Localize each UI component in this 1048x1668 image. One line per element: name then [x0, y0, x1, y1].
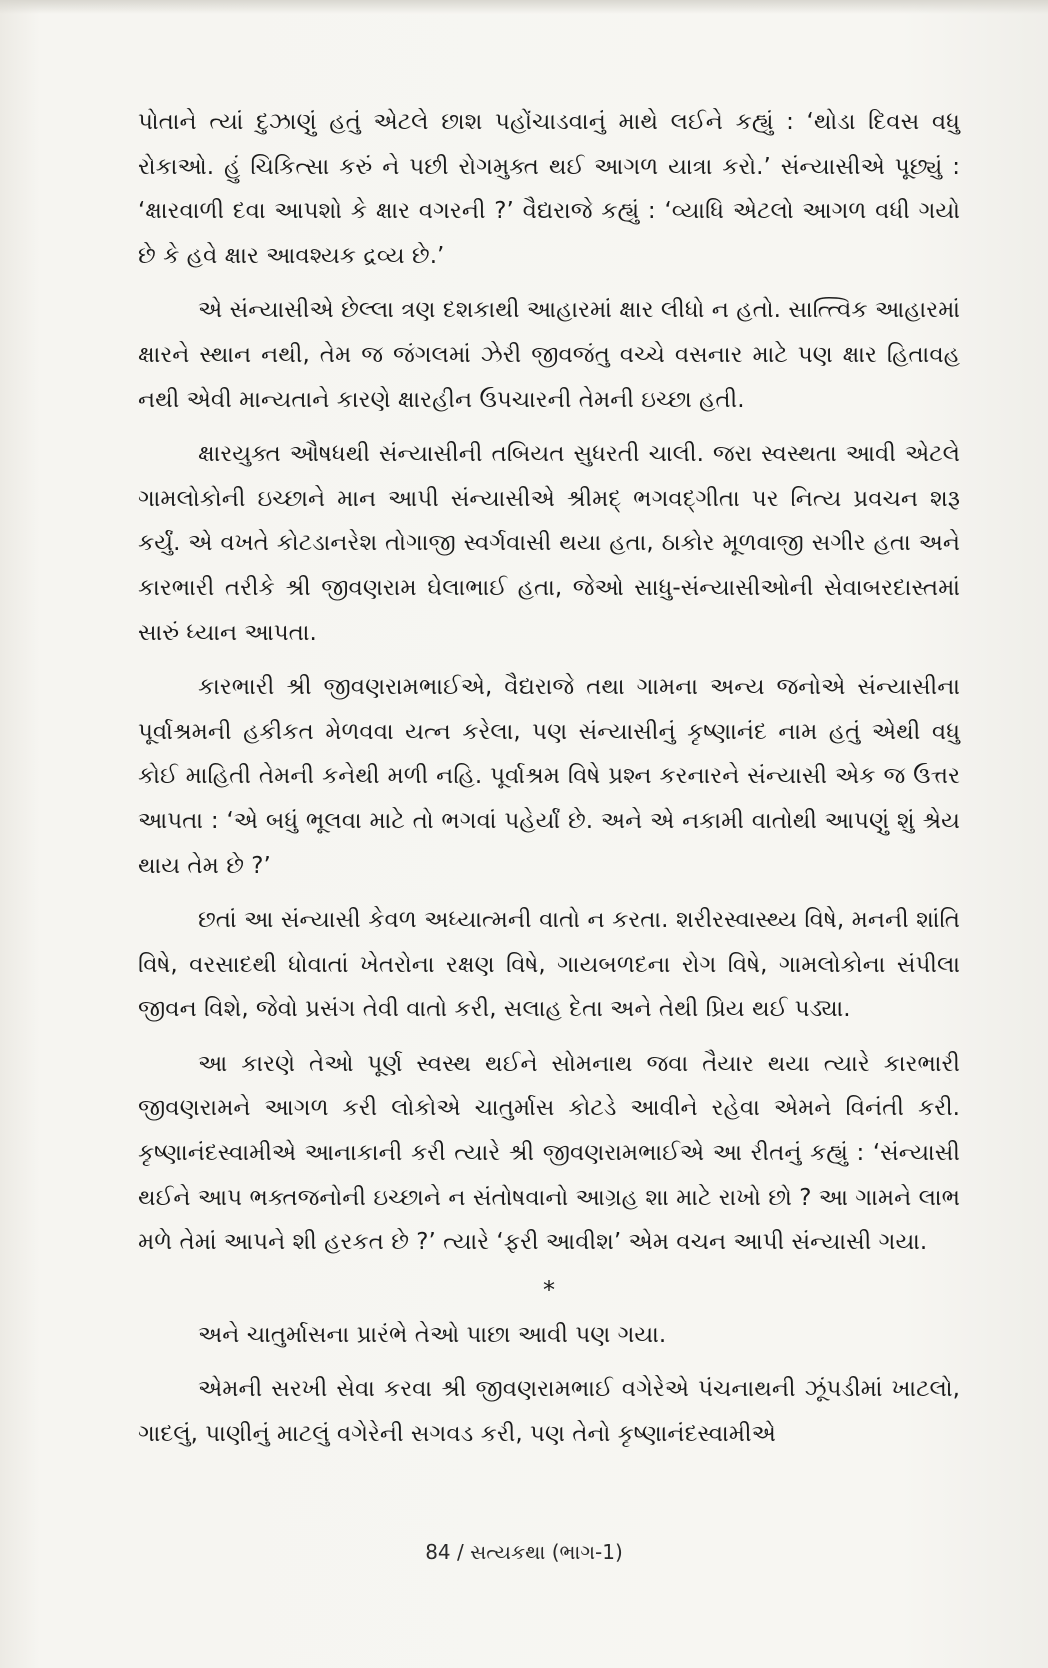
paragraph: છતાં આ સંન્યાસી કેવળ અધ્યાત્મની વાતો ન કરતા. શરીરસ્વાસ્થ્ય વિષે, મનની શાંતિ વિષે, વરસાદથી ધોવાતાં ખેતરોના રક્ષણ વિષે, ગાયબળદના રોગ વિષે, ગામલોકોના સંપીલા જીવન વિશે, જેવો પ્રસંગ તેવી વાતો કરી, સલાહ દેતા અને તેથી પ્રિય થઈ પડ્યા.	[138, 907, 960, 1023]
paragraph: ક્ષારયુક્ત ઔષધથી સંન્યાસીની તબિયત સુધરતી ચાલી. જરા સ્વસ્થતા આવી એટલે ગામલોકોની ઇચ્છાને માન આપી સંન્યાસીએ શ્રીમદ્ ભગવદ્ગીતા પર નિત્ય પ્રવચન શરૂ કર્યું. એ વખતે કોટડાનરેશ તોગાજી સ્વર્ગવાસી થયા હતા, ઠાકોર મૂળવાજી સગીર હતા અને કારભારી તરીકે શ્રી જીવણરામ ઘેલાભાઈ હતા, જેઓ સાધુ-સંન્યાસીઓની સેવાબરદાસ્તમાં સારું ધ્યાન આપતા.	[138, 441, 960, 646]
page-footer: 84 / સત્યકથા (ભાગ-1)	[425, 1540, 623, 1564]
page-top-shadow	[0, 0, 1048, 14]
section-separator: *	[543, 1275, 555, 1304]
body-text	[138, 100, 960, 1467]
paragraph: પોતાને ત્યાં દુઝાણું હતું એટલે છાશ પહોંચાડવાનું માથે લઈને કહ્યું : ‘થોડા દિવસ વધુ રોકાઓ. હું ચિકિત્સા કરું ને પછી રોગમુક્ત થઈ આગળ યાત્રા કરો.’ સંન્યાસીએ પૂછ્યું : ‘ક્ષારવાળી દવા આપશો કે ક્ષાર વગરની ?’ વૈદ્યરાજે કહ્યું : ‘વ્યાધિ એટલો આગળ વધી ગયો છે કે હવે ક્ષાર આવશ્યક દ્રવ્ય છે.’	[138, 109, 960, 269]
paragraph: એમની સરખી સેવા કરવા શ્રી જીવણરામભાઈ વગેરેએ પંચનાથની ઝૂંપડીમાં ખાટલો, ગાદલું, પાણીનું માટલું વગેરેની સગવડ કરી, પણ તેનો કૃષ્ણાનંદસ્વામીએ	[138, 1376, 960, 1448]
paragraph: કારભારી શ્રી જીવણરામભાઈએ, વૈદ્યરાજે તથા ગામના અન્ય જનોએ સંન્યાસીના પૂર્વાશ્રમની હકીકત મેળવવા યત્ન કરેલા, પણ સંન્યાસીનું કૃષ્ણાનંદ નામ હતું એથી વધુ કોઈ માહિતી તેમની કનેથી મળી નહિ. પૂર્વાશ્રમ વિષે પ્રશ્ન કરનારને સંન્યાસી એક જ ઉત્તર આપતા : ‘એ બધું ભૂલવા માટે તો ભગવાં પહેર્યાં છે. અને એ નકામી વાતોથી આપણું શું શ્રેય થાય તેમ છે ?’	[138, 674, 960, 879]
paragraph: અને ચાતુર્માસના પ્રારંભે તેઓ પાછા આવી પણ ગયા.	[198, 1321, 667, 1348]
paragraph: એ સંન્યાસીએ છેલ્લા ત્રણ દશકાથી આહારમાં ક્ષાર લીધો ન હતો. સાત્ત્વિક આહારમાં ક્ષારને સ્થાન નથી, તેમ જ જંગલમાં ઝેરી જીવજંતુ વચ્ચે વસનાર માટે પણ ક્ષાર હિતાવહ નથી એવી માન્યતાને કારણે ક્ષારહીન ઉપચારની તેમની ઇચ્છા હતી.	[138, 297, 960, 413]
paragraph: આ કારણે તેઓ પૂર્ણ સ્વસ્થ થઈને સોમનાથ જવા તૈયાર થયા ત્યારે કારભારી જીવણરામને આગળ કરી લોકોએ ચાતુર્માસ કોટડે આવીને રહેવા એમને વિનંતી કરી. કૃષ્ણાનંદસ્વામીએ આનાકાની કરી ત્યારે શ્રી જીવણરામભાઈએ આ રીતનું કહ્યું : ‘સંન્યાસી થઈને આપ ભક્તજનોની ઇચ્છાને ન સંતોષવાનો આગ્રહ શા માટે રાખો છો ? આ ગામને લાભ મળે તેમાં આપને શી હરકત છે ?’ ત્યારે ‘ફરી આવીશ’ એમ વચન આપી સંન્યાસી ગયા.	[138, 1050, 960, 1256]
